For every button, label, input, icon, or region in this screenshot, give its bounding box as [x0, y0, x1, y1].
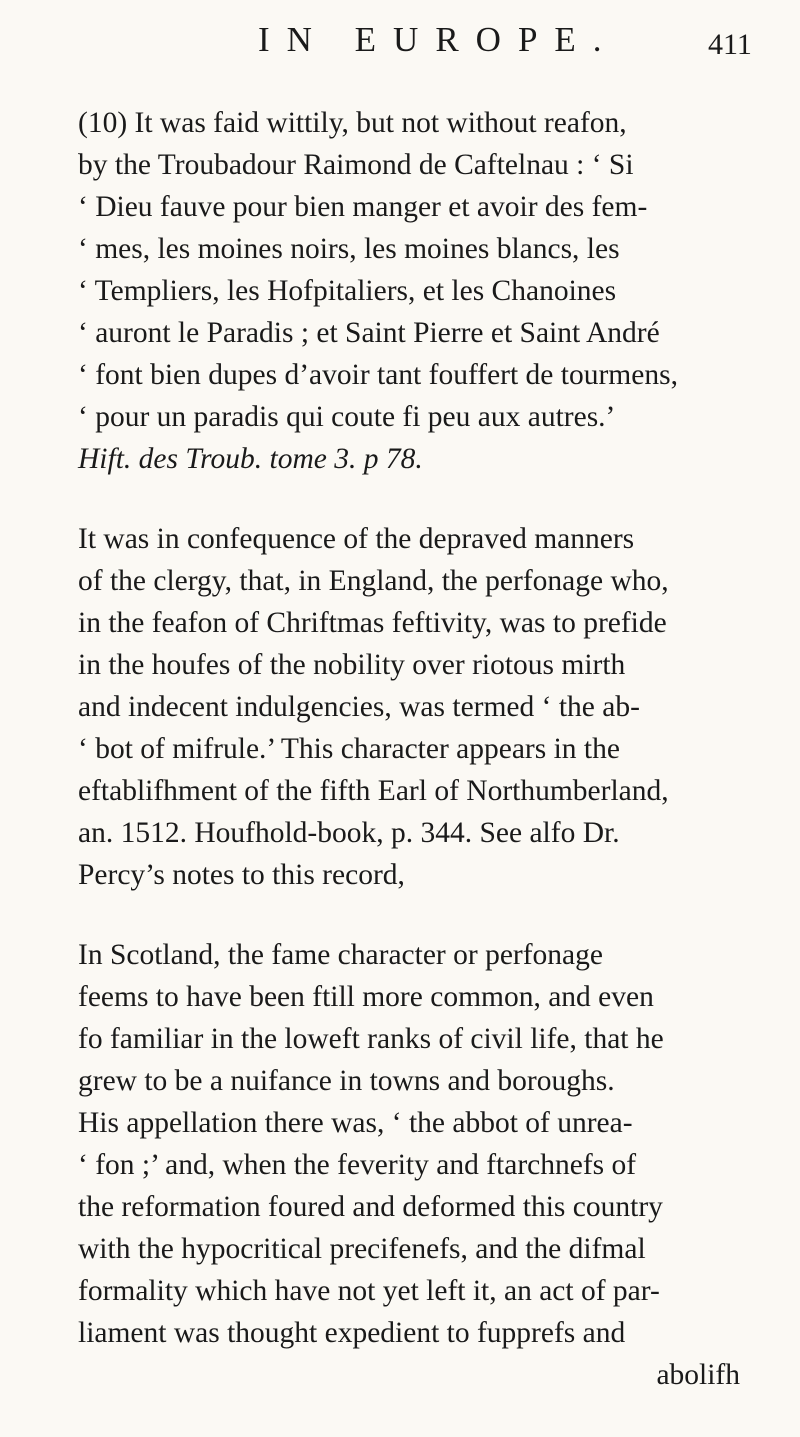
running-head: IN EUROPE.	[258, 20, 619, 59]
text-line: It was in confequence of the depraved manners	[78, 523, 635, 555]
citation-line: Hift. des Troub. tome 3. p 78.	[78, 443, 423, 475]
text-line: liament was thought expedient to fupprefs and	[78, 1317, 626, 1349]
text-line: with the hypocritical precifenefs, and the difmal	[78, 1233, 646, 1265]
text-line: Percy’s notes to this record,	[78, 859, 405, 891]
text-line: feems to have been ftill more common, and even	[78, 981, 654, 1013]
text-line: grew to be a nuifance in towns and boroughs.	[78, 1065, 615, 1097]
text-line: In Scotland, the fame character or perfonage	[78, 939, 603, 971]
text-line: in the houfes of the nobility over riotous mirth	[78, 649, 626, 681]
text-line: by the Troubadour Raimond de Caftelnau : ‘ Si	[78, 149, 634, 181]
text-line: eftablifhment of the fifth Earl of Northumberland,	[78, 775, 669, 807]
text-line: ‘ auront le Paradis ; et Saint Pierre et Saint André	[78, 317, 660, 349]
catchword: abolifh	[656, 1359, 740, 1391]
text-line: an. 1512. Houfhold-book, p. 344. See alfo Dr.	[78, 817, 620, 849]
text-line: in the feafon of Chriftmas feftivity, was to prefide	[78, 607, 667, 639]
text-line: fo familiar in the loweft ranks of civil life, that he	[78, 1023, 664, 1055]
text-line: ‘ font bien dupes d’avoir tant fouffert de tourmens,	[78, 359, 678, 391]
page-header	[0, 20, 800, 70]
text-line: ‘ Templiers, les Hofpitaliers, et les Chanoines	[78, 275, 617, 307]
text-line: and indecent indulgencies, was termed ‘ the ab-	[78, 691, 640, 723]
text-line: of the clergy, that, in England, the perfonage who,	[78, 565, 669, 597]
text-line: ‘ mes, les moines noirs, les moines blancs, les	[78, 233, 620, 265]
text-line: ‘ pour un paradis qui coute fi peu aux autres.’	[78, 401, 616, 433]
page-number: 411	[708, 28, 752, 61]
text-line: ‘ Dieu fauve pour bien manger et avoir des fem-	[78, 191, 648, 223]
text-line: ‘ bot of mifrule.’ This character appears in the	[78, 733, 620, 765]
text-line: (10) It was faid wittily, but not without reafon,	[78, 107, 627, 139]
text-line: His appellation there was, ‘ the abbot of unrea-	[78, 1107, 633, 1139]
text-line: formality which have not yet left it, an act of par-	[78, 1275, 660, 1307]
text-line: ‘ fon ;’ and, when the feverity and ftarchnefs of	[78, 1149, 637, 1181]
text-line: the reformation foured and deformed this country	[78, 1191, 663, 1223]
